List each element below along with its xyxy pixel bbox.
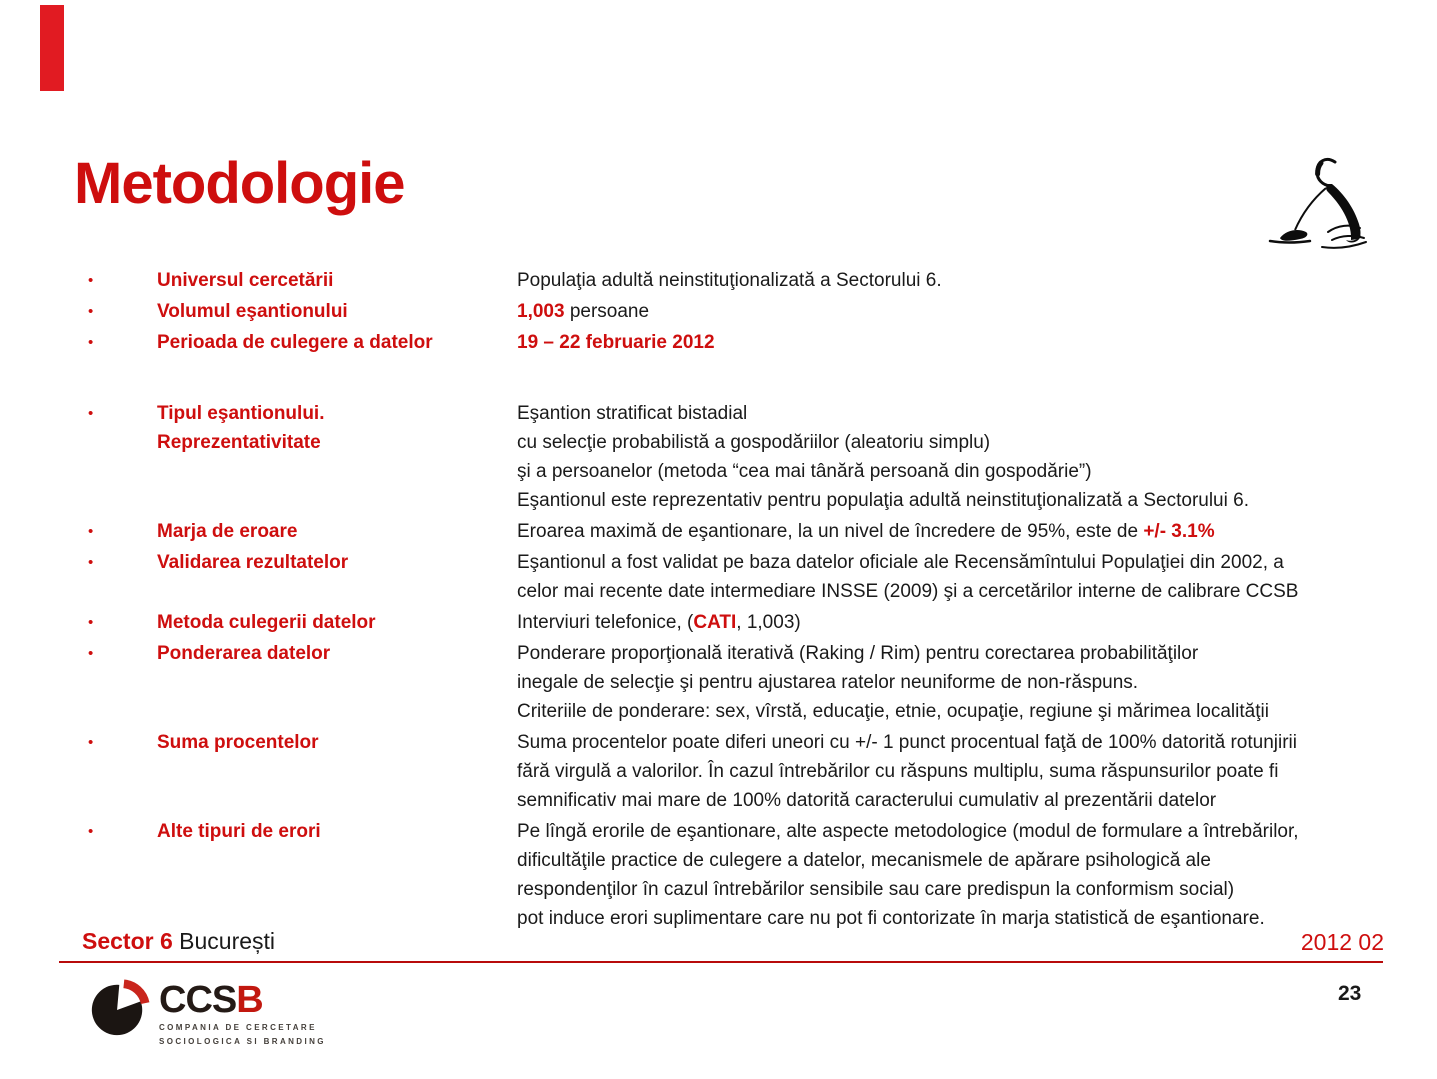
footer-location-primary: Sector 6 xyxy=(82,928,173,954)
item-label xyxy=(157,639,517,668)
item-content xyxy=(517,548,1408,606)
text-segment: Ponderare proporţională iterativă (Raking / Rim) pentru corectarea probabilităţilor xyxy=(517,643,1199,664)
bullet-dot-icon: • xyxy=(88,523,94,540)
item-content xyxy=(517,328,1408,357)
footer-date: 2012 02 xyxy=(1300,929,1384,955)
logo-subline-1: COMPANIA DE CERCETARE xyxy=(159,1023,317,1032)
methodology-list xyxy=(88,266,1408,935)
item-content xyxy=(517,266,1408,295)
text-segment: Eşantionul a fost validat pe baza datelor oficiale ale Recensămîntului Populaţiei din 2002, a xyxy=(517,552,1284,573)
pie-chart-icon xyxy=(88,977,150,1039)
text-segment: CATI xyxy=(693,612,737,633)
item-label-line: Universul cercetării xyxy=(157,270,334,291)
item-label-line: Ponderarea datelor xyxy=(157,643,331,664)
item-text-line xyxy=(517,846,1408,875)
text-segment: Populaţia adultă neinstituţionalizată a Sectorului 6. xyxy=(517,270,942,291)
methodology-item xyxy=(88,266,1408,295)
item-label xyxy=(157,266,517,295)
bullet-dot-icon: • xyxy=(88,734,94,751)
text-segment: persoane xyxy=(564,301,650,322)
item-text-line xyxy=(517,297,1408,326)
item-text-line xyxy=(517,639,1408,668)
methodology-item xyxy=(88,517,1408,546)
footer-divider-line xyxy=(59,961,1383,963)
methodology-item xyxy=(88,399,1408,515)
text-segment: , 1,003) xyxy=(736,612,801,633)
item-text-line xyxy=(517,328,1408,357)
logo-text-block xyxy=(159,977,326,1047)
item-label-line: Reprezentativitate xyxy=(157,432,321,453)
item-label xyxy=(157,297,517,326)
item-text-line xyxy=(517,668,1408,697)
item-content xyxy=(517,728,1408,815)
text-segment: Suma procentelor poate diferi uneori cu +/- 1 punct procentual faţă de 100% datorită rotunjirii xyxy=(517,732,1297,753)
item-content xyxy=(517,297,1408,326)
item-label-line: Volumul eşantionului xyxy=(157,301,348,322)
item-text-line xyxy=(517,904,1408,933)
logo-wordmark xyxy=(159,981,326,1019)
methodology-item xyxy=(88,639,1408,726)
text-segment: 19 – 22 februarie 2012 xyxy=(517,332,715,353)
bullet-dot-icon: • xyxy=(88,554,94,571)
text-segment: 1,003 xyxy=(517,301,565,322)
item-text-line xyxy=(517,517,1408,546)
methodology-item xyxy=(88,728,1408,815)
text-segment: inegale de selecţie şi pentru ajustarea ratelor neuniforme de non-răspuns. xyxy=(517,672,1139,693)
item-content xyxy=(517,399,1408,515)
text-segment: Eşantionul este reprezentativ pentru populaţia adultă neinstituţionalizată a Sectorului 6. xyxy=(517,490,1249,511)
item-content xyxy=(517,517,1408,546)
item-text-line xyxy=(517,757,1408,786)
text-segment: semnificativ mai mare de 100% datorită caracterului cumulativ al prezentării datelor xyxy=(517,790,1217,811)
page-title: Metodologie xyxy=(74,151,405,216)
methodology-item xyxy=(88,297,1408,326)
item-text-line xyxy=(517,266,1408,295)
bullet-dot-icon: • xyxy=(88,645,94,662)
text-segment: Eroarea maximă de eşantionare, la un nivel de încredere de 95%, este de xyxy=(517,521,1144,542)
item-label-line: Alte tipuri de erori xyxy=(157,821,321,842)
footer-location-secondary: București xyxy=(172,928,276,954)
text-segment: fără virgulă a valorilor. În cazul întrebărilor cu răspuns multiplu, suma răspunsurilor poate fi xyxy=(517,761,1279,782)
text-segment: Eşantion stratificat bistadial xyxy=(517,403,748,424)
logo-wordmark-dark: CCS xyxy=(159,979,237,1021)
thinker-sketch-icon xyxy=(1262,150,1387,260)
text-segment: Criteriile de ponderare: sex, vîrstă, educaţie, etnie, ocupaţie, regiune şi mărimea localităţii xyxy=(517,701,1269,722)
text-segment: cu selecţie probabilistă a gospodăriilor (aleatoriu simplu) xyxy=(517,432,991,453)
page-number: 23 xyxy=(1338,982,1362,1005)
item-text-line xyxy=(517,457,1408,486)
text-segment: Pe lîngă erorile de eşantionare, alte aspecte metodologice (modul de formulare a întrebărilor, xyxy=(517,821,1299,842)
item-text-line xyxy=(517,608,1408,637)
item-label xyxy=(157,548,517,577)
item-text-line xyxy=(517,875,1408,904)
footer-location xyxy=(82,928,275,955)
bullet-dot-icon: • xyxy=(88,614,94,631)
methodology-item xyxy=(88,817,1408,933)
text-segment: şi a persoanelor (metoda “cea mai tânără persoană din gospodărie”) xyxy=(517,461,1092,482)
item-text-line xyxy=(517,548,1408,577)
text-segment: dificultăţile practice de culegere a datelor, mecanismele de apărare psihologică ale xyxy=(517,850,1211,871)
bullet-dot-icon: • xyxy=(88,334,94,351)
text-segment: +/- 3.1% xyxy=(1143,521,1215,542)
logo-wordmark-red: B xyxy=(236,979,263,1021)
item-text-line xyxy=(517,486,1408,515)
methodology-item xyxy=(88,548,1408,606)
item-label xyxy=(157,817,517,846)
item-label xyxy=(157,728,517,757)
methodology-item xyxy=(88,608,1408,637)
item-label-line: Validarea rezultatelor xyxy=(157,552,349,573)
item-text-line xyxy=(517,399,1408,428)
item-text-line xyxy=(517,697,1408,726)
item-label xyxy=(157,608,517,637)
item-text-line xyxy=(517,577,1408,606)
item-text-line xyxy=(517,728,1408,757)
bullet-dot-icon: • xyxy=(88,823,94,840)
ccsb-logo xyxy=(88,977,326,1047)
red-accent-bar xyxy=(40,5,64,91)
item-text-line xyxy=(517,786,1408,815)
methodology-item xyxy=(88,328,1408,357)
item-content xyxy=(517,639,1408,726)
bullet-dot-icon: • xyxy=(88,303,94,320)
item-label xyxy=(157,399,517,457)
text-segment: respondenţilor în cazul întrebărilor sensibile sau care predispun la conformism social) xyxy=(517,879,1235,900)
item-text-line xyxy=(517,428,1408,457)
item-label xyxy=(157,517,517,546)
item-label xyxy=(157,328,517,357)
item-label-line: Perioada de culegere a datelor xyxy=(157,332,433,353)
item-label-line: Metoda culegerii datelor xyxy=(157,612,376,633)
item-label-line: Marja de eroare xyxy=(157,521,298,542)
item-label-line: Suma procentelor xyxy=(157,732,319,753)
item-label-line: Tipul eşantionului. xyxy=(157,403,325,424)
item-content xyxy=(517,608,1408,637)
text-segment: pot induce erori suplimentare care nu pot fi contorizate în marja statistică de eşantionare. xyxy=(517,908,1265,929)
bullet-dot-icon: • xyxy=(88,272,94,289)
item-text-line xyxy=(517,817,1408,846)
item-content xyxy=(517,817,1408,933)
text-segment: Interviuri telefonice, ( xyxy=(517,612,694,633)
logo-subline-2: SOCIOLOGICA SI BRANDING xyxy=(159,1037,326,1046)
bullet-dot-icon: • xyxy=(88,405,94,422)
text-segment: celor mai recente date intermediare INSSE (2009) şi a cercetărilor interne de calibrare CCSB xyxy=(517,581,1299,602)
